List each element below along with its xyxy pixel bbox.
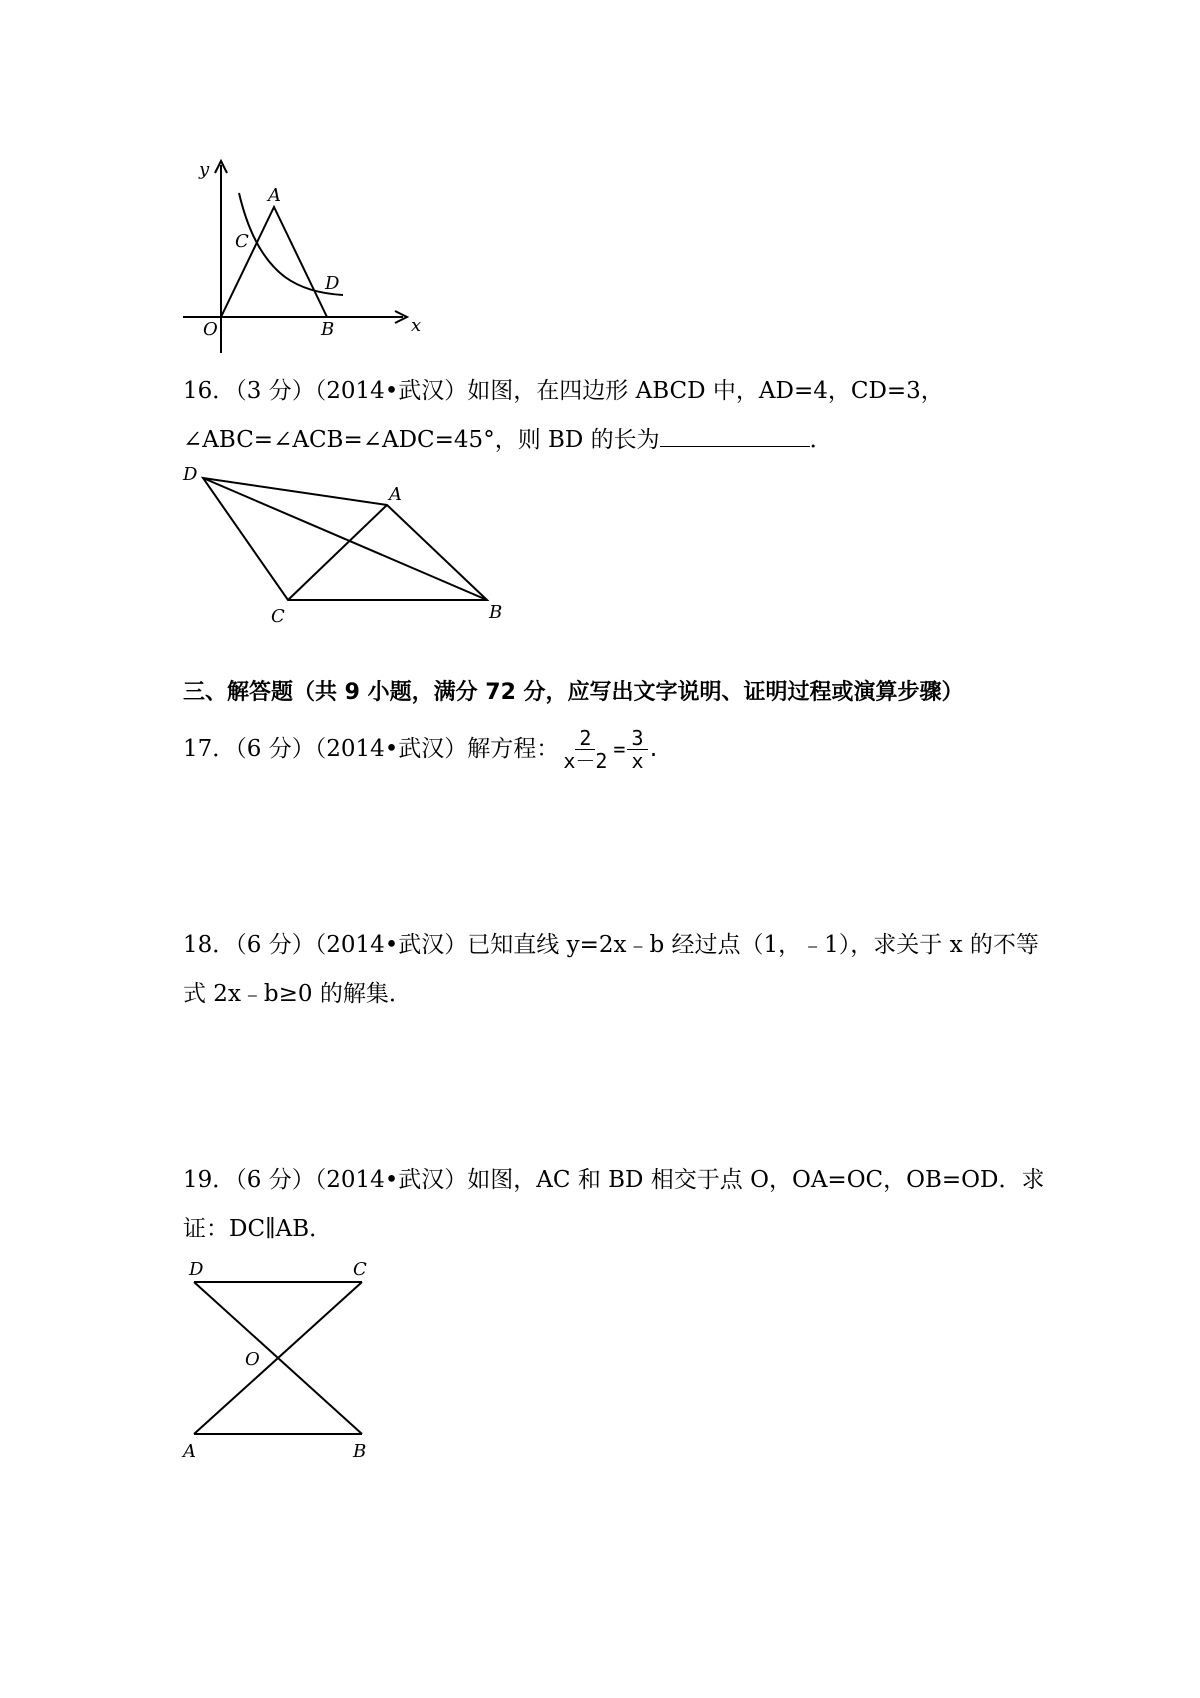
label-c: C	[235, 231, 249, 252]
label-c: C	[271, 606, 285, 627]
label-d: D	[183, 464, 198, 485]
label-y: y	[199, 159, 210, 180]
figure-16-quadrilateral	[175, 458, 515, 628]
equals-sign: =	[613, 737, 626, 761]
label-x: x	[411, 315, 422, 336]
triangle-oab	[221, 207, 327, 317]
label-c: C	[353, 1259, 367, 1280]
label-d: D	[325, 273, 340, 294]
label-o: O	[245, 1349, 260, 1370]
fraction-left-denominator: x－2	[563, 748, 608, 773]
equation	[559, 727, 659, 772]
figure-19-crossing-segments	[175, 1255, 395, 1470]
answer-blank[interactable]	[660, 424, 810, 447]
question-18-line1: 18．（6 分）（2014•武汉）已知直线 y=2x﹣b 经过点（1，﹣1），求关于 x 的不等	[183, 932, 1039, 958]
diagonal-ac	[288, 505, 387, 600]
fraction-right-numerator: 3	[627, 727, 647, 750]
equation-end: .	[647, 737, 660, 761]
question-17-text: 17．（6 分）（2014•武汉）解方程：	[183, 736, 560, 762]
section-3-heading: 三、解答题（共 9 小题，满分 72 分，应写出文字说明、证明过程或演算步骤）	[183, 680, 964, 705]
label-d: D	[189, 1259, 204, 1280]
label-a: A	[268, 185, 281, 206]
label-a: A	[183, 1441, 196, 1462]
question-19-line2: 证：DC∥AB．	[183, 1216, 333, 1242]
figure-15-graph	[175, 155, 425, 355]
question-18-line2: 式 2x﹣b≥0 的解集．	[183, 981, 412, 1007]
fraction-right	[627, 727, 647, 772]
fraction-right-denominator: x	[631, 748, 644, 773]
label-o: O	[203, 319, 218, 340]
question-19-line1: 19．（6 分）（2014•武汉）如图，AC 和 BD 相交于点 O，OA=OC，OB=OD．求	[183, 1167, 1045, 1193]
question-16-end: ．	[809, 427, 833, 453]
label-a: A	[389, 484, 402, 505]
label-b: B	[489, 602, 503, 623]
fraction-left-numerator: 2	[575, 727, 595, 750]
fraction-left	[559, 727, 611, 772]
question-17	[183, 724, 660, 774]
label-b: B	[321, 319, 335, 340]
question-16-line1: 16．（3 分）（2014•武汉）如图，在四边形 ABCD 中，AD=4，CD=3，	[183, 378, 944, 404]
question-16-text: ∠ABC=∠ACB=∠ADC=45°，则 BD 的长为	[183, 427, 660, 453]
label-b: B	[353, 1441, 367, 1462]
question-16-line2	[183, 424, 833, 455]
